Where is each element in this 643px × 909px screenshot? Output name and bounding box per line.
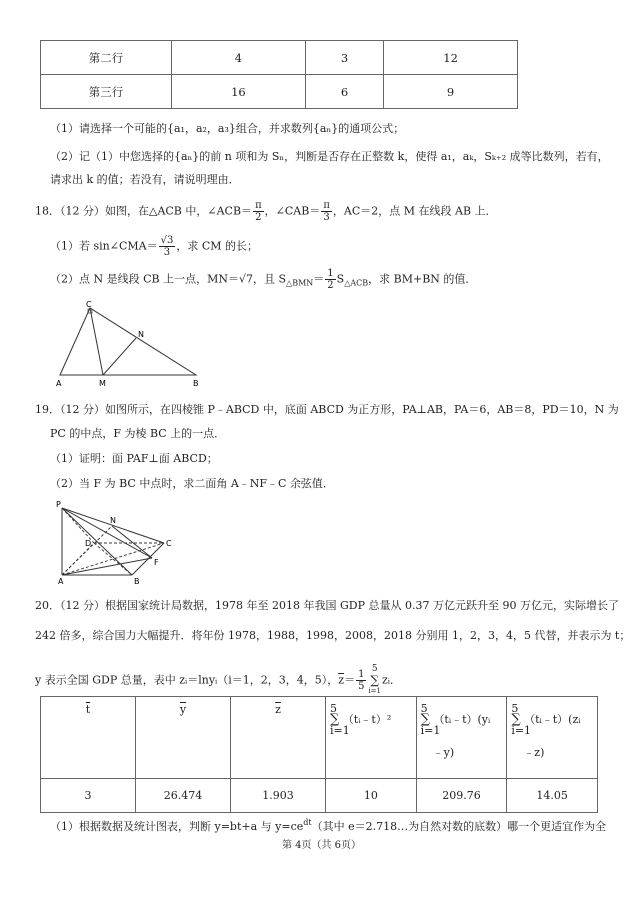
table-row	[41, 41, 518, 75]
q19-part2: （2）当 F 为 BC 中点时，求二面角 A﹣NF﹣C 余弦值．	[50, 477, 334, 490]
data-table-top	[40, 40, 518, 109]
table-cell: 9	[384, 75, 518, 109]
label-a: A	[58, 577, 64, 584]
table-cell: 209.76	[416, 779, 507, 813]
table-cell: 10	[326, 779, 417, 813]
q20-line1: 20．（12 分）根据国家统计局数据，1978 年至 2018 年我国 GDP 总量从 0.37 万亿元跃升至 90 万亿元，实际增长了	[35, 599, 619, 612]
table-cell: 26.474	[136, 779, 231, 813]
table-row	[41, 75, 518, 109]
label-p: P	[56, 500, 61, 509]
q17-part2-b: 请求出 k 的值；若没有，请说明理由．	[50, 173, 240, 186]
header-sum-tz: 5 ∑ （tᵢ﹣t）(zᵢ i=1 ﹣z)	[507, 697, 598, 779]
q18-part1: （1）若 sin∠CMA＝ $\frac{√3}{3}$ ，求 CM 的长；	[50, 235, 259, 258]
table-cell: 1.903	[231, 779, 326, 813]
label-m: M	[99, 379, 106, 388]
q18-stem: 18．（12 分）如图，在△ACB 中，∠ACB＝ $\frac{\pi}{2}$ ，∠CAB＝ $\frac{\pi}{3}$ ，AC＝2，点 M 在线段 AB 上．	[35, 200, 497, 223]
table-cell: 12	[384, 41, 518, 75]
edge-pc	[62, 508, 164, 543]
row-label: 第三行	[41, 75, 172, 109]
segment-mn	[103, 338, 136, 375]
row-label: 第二行	[41, 41, 172, 75]
header-sum-ty: 5 ∑ （tᵢ﹣t）(yᵢ i=1 ﹣y)	[416, 697, 507, 779]
label-b: B	[193, 379, 199, 388]
header-z: $\overline{z}$	[231, 697, 326, 779]
q19-stem-b: PC 的中点，F 为棱 BC 上的一点．	[50, 427, 226, 440]
table-cell: 14.05	[507, 779, 598, 813]
label-n: N	[138, 330, 144, 339]
label-n: N	[110, 516, 116, 525]
q20-line3: y 表示全国 GDP 总量，表中 zᵢ＝lnyᵢ（i＝1，2，3，4，5），$\overline{z}=$ $\frac{1}{5}$ 5 ∑ i=1 zᵢ．	[35, 664, 402, 695]
segment-cm	[90, 308, 103, 375]
header-sum-tt: 5 ∑ （tᵢ﹣t）² i=1	[326, 697, 417, 779]
edge-nf	[112, 526, 152, 558]
table-header-row	[41, 697, 598, 779]
label-c: C	[86, 300, 92, 309]
q19-part1: （1）证明：面 PAF⊥面 ABCD；	[50, 452, 218, 465]
table-cell: 16	[172, 75, 306, 109]
label-a: A	[56, 379, 62, 388]
q17-part1: （1）请选择一个可能的{a₁，a₂，a₃}组合，并求数列{aₙ}的通项公式；	[50, 122, 405, 135]
q20-part1: （1）根据数据及统计图表，判断 y=bt+a 与 $y=ce^{dt}$（其中 e＝2.718…为自然对数的底数）哪一个更适宜作为全	[50, 818, 607, 833]
label-d: D	[85, 539, 92, 548]
q18-part2: （2）点 N 是线段 CB 上一点，MN＝√7，且 $S_{\triangle BMN}=$ $\frac{1}{2}$ $S_{\triangle ACB}$，求 BM+BN 的值．	[50, 268, 477, 291]
table-cell: 4	[172, 41, 306, 75]
q19-stem-a: 19．（12 分）如图所示，在四棱锥 P﹣ABCD 中，底面 ABCD 为正方形，PA⊥AB，PA＝6，AB＝8，PD＝10，N 为	[35, 403, 619, 416]
label-c: C	[166, 539, 172, 548]
triangle-figure	[48, 300, 208, 390]
q17-part2-a: （2）记（1）中您选择的{aₙ}的前 n 项和为 Sₙ，判断是否存在正整数 k，使得 a₁，aₖ，Sₖ₊₂ 成等比数列，若有，	[50, 150, 609, 163]
table-cell: 3	[41, 779, 136, 813]
label-b: B	[134, 577, 140, 584]
header-y: $\overline{y}$	[136, 697, 231, 779]
edge-an	[62, 526, 112, 575]
pyramid-figure	[52, 498, 182, 584]
table-cell: 6	[305, 75, 383, 109]
header-t: $\overline{t}$	[41, 697, 136, 779]
label-f: F	[154, 558, 159, 567]
edge-db	[94, 543, 132, 575]
page-footer: 第 4页（共 6页）	[281, 840, 362, 851]
table-cell: 3	[305, 41, 383, 75]
triangle-acb	[60, 308, 196, 375]
table-row	[41, 779, 598, 813]
stats-table	[40, 696, 598, 813]
q20-line2: 242 倍多，综合国力大幅提升．将年份 1978，1988，1998，2008，2018 分别用 1，2，3，4，5 代替，并表示为 t；	[35, 629, 631, 642]
